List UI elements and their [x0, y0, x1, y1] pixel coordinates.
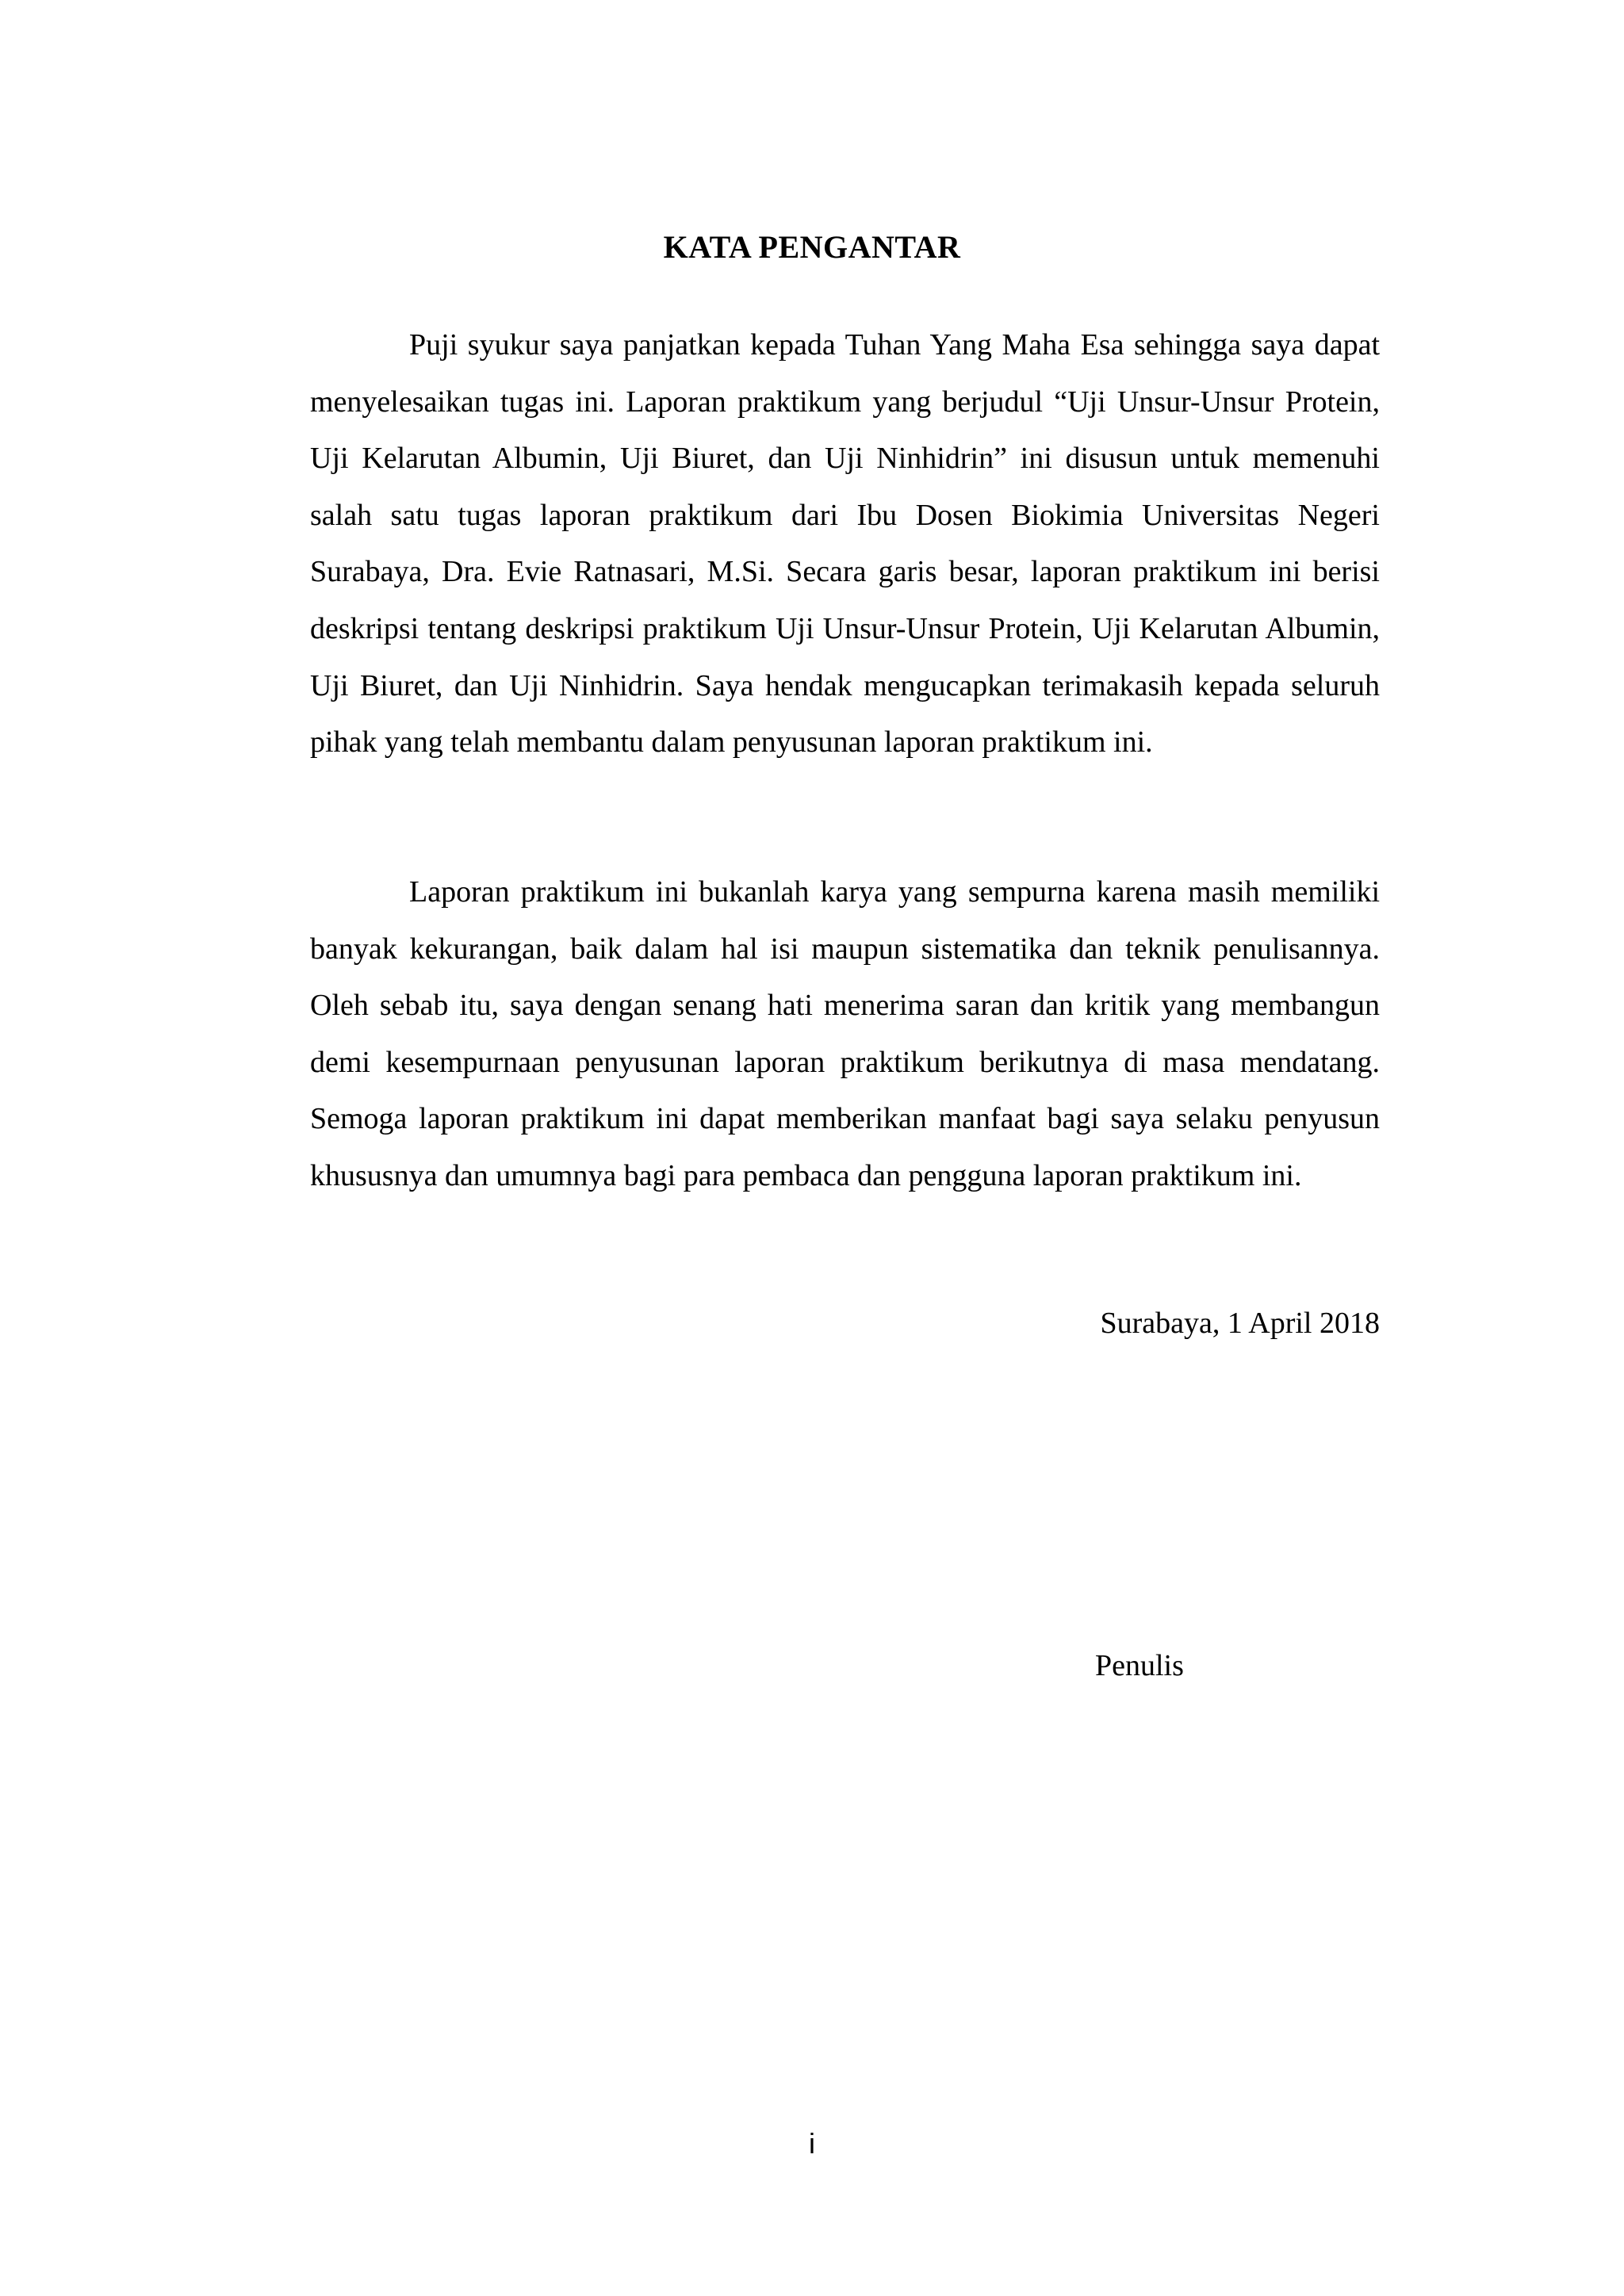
paragraph-1: Puji syukur saya panjatkan kepada Tuhan Yang Maha Esa sehingga saya dapat menyelesaikan tugas ini. Laporan praktikum yang berjudul “Uji Unsur-Unsur Protein, Uji Kelarutan Albumin, Uji Biuret, dan Uji Ninhidrin” ini disusun untuk memenuhi salah satu tugas laporan praktikum dari Ibu Dosen Biokimia Universitas Negeri Surabaya, Dra. Evie Ratnasari, M.Si. Secara garis besar, laporan praktikum ini berisi deskripsi tentang deskripsi praktikum Uji Unsur-Unsur Protein, Uji Kelarutan Albumin, Uji Biuret, dan Uji Ninhidrin. Saya hendak mengucapkan terimakasih kepada seluruh pihak yang telah membantu dalam penyusunan laporan praktikum ini. — [310, 328, 1380, 760]
paragraph-2: Laporan praktikum ini bukanlah karya yang sempurna karena masih memiliki banyak kekurangan, baik dalam hal isi maupun sistematika dan teknik penulisannya. Oleh sebab itu, saya dengan senang hati menerima saran dan kritik yang membangun demi kesempurnaan penyusunan laporan praktikum berikutnya di masa mendatang. Semoga laporan praktikum ini dapat memberikan manfaat bagi saya selaku penyusun khususnya dan umumnya bagi para pembaca dan pengguna laporan praktikum ini. — [310, 875, 1380, 1192]
author-signature: Penulis — [1095, 1649, 1184, 1682]
place-date: Surabaya, 1 April 2018 — [1100, 1307, 1380, 1340]
paragraph-1-block — [310, 317, 1380, 771]
page-title: KATA PENGANTAR — [663, 229, 961, 265]
paragraph-2-block — [310, 864, 1380, 1205]
page-number: i — [809, 2127, 815, 2160]
